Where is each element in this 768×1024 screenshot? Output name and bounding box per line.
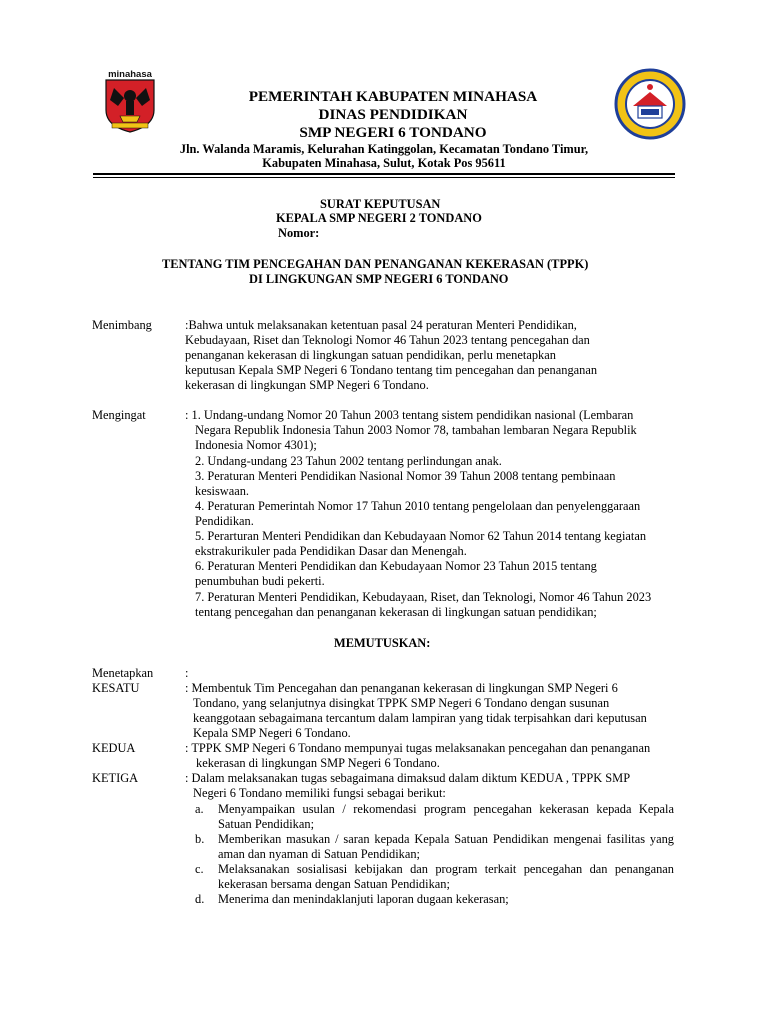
decree-subject-2: DI LINGKUNGAN SMP NEGERI 6 TONDANO [249, 272, 509, 286]
kesatu-line: Kepala SMP Negeri 6 Tondano. [193, 726, 351, 740]
kesatu-line: : Membentuk Tim Pencegahan dan penanganan kekerasan di lingkungan SMP Negeri 6 [185, 681, 618, 695]
ketiga-line: : Dalam melaksanakan tugas sebagaimana dimaksud dalam diktum KEDUA , TPPK SMP [185, 771, 631, 785]
list-item: Menerima dan menindaklanjuti laporan dugaan kekerasan; [218, 892, 509, 906]
minahasa-logo-text: minahasa [108, 69, 152, 80]
header-department: DINAS PENDIDIKAN [318, 106, 468, 123]
decree-number: Nomor: [278, 226, 320, 240]
list-item-marker: d. [195, 892, 205, 906]
header-address-1: Jln. Walanda Maramis, Kelurahan Katinggolan, Kecamatan Tondano Timur, [179, 142, 589, 156]
mengingat-line: penumbuhan budi pekerti. [195, 574, 325, 588]
kesatu-label: KESATU [92, 681, 140, 695]
ketiga-label: KETIGA [92, 771, 139, 785]
mengingat-line: Pendidikan. [195, 514, 254, 528]
ketiga-line: Negeri 6 Tondano memiliki fungsi sebagai berikut: [193, 786, 446, 800]
header-divider-thick [93, 173, 675, 175]
list-item: Memberikan masukan / saran kepada Kepala Satuan Pendidikan mengenai fasilitas yang [218, 832, 674, 846]
header-government: PEMERINTAH KABUPATEN MINAHASA [248, 88, 538, 105]
decree-title: SURAT KEPUTUSAN [320, 197, 441, 211]
menimbang-line: Kebudayaan, Riset dan Teknologi Nomor 46 Tahun 2023 tentang pencegahan dan [185, 333, 590, 347]
list-item: kekerasan bersama dengan Satuan Pendidikan; [218, 877, 450, 891]
mengingat-line: 3. Peraturan Menteri Pendidikan Nasional Nomor 39 Tahun 2008 tentang pembinaan [195, 469, 616, 483]
decree-issuer: KEPALA SMP NEGERI 2 TONDANO [276, 211, 482, 225]
list-item-marker: c. [195, 862, 204, 876]
decree-subject-1: TENTANG TIM PENCEGAHAN DAN PENANGANAN KEKERASAN (TPPK) [162, 257, 589, 271]
kedua-line: kekerasan di lingkungan SMP Negeri 6 Tondano. [196, 756, 440, 770]
header-address-2: Kabupaten Minahasa, Sulut, Kotak Pos 95611 [262, 156, 506, 170]
kedua-line: : TPPK SMP Negeri 6 Tondano mempunyai tugas melaksanakan pencegahan dan penanganan [185, 741, 651, 755]
list-item: aman dan nyaman di Satuan Pendidikan; [218, 847, 420, 861]
mengingat-line: 4. Peraturan Pemerintah Nomor 17 Tahun 2010 tentang pengelolaan dan penyelenggaraan [195, 499, 641, 513]
kesatu-line: keanggotaan sebagaimana tercantum dalam lampiran yang tidak terpisahkan dari keputusan [193, 711, 647, 725]
kesatu-line: Tondano, yang selanjutnya disingkat TPPK SMP Negeri 6 Tondano dengan susunan [193, 696, 610, 710]
list-item: Satuan Pendidikan; [218, 817, 315, 831]
menimbang-line: penanganan kekerasan di lingkungan satuan pendidikan, perlu menetapkan [185, 348, 556, 362]
mengingat-line: ekstrakurikuler pada Pendidikan Dasar dan Menengah. [195, 544, 467, 558]
mengingat-line: kesiswaan. [195, 484, 250, 498]
mengingat-line: Negara Republik Indonesia Tahun 2003 Nomor 78, tambahan lembaran Negara Republik [195, 423, 637, 437]
mengingat-line: : 1. Undang-undang Nomor 20 Tahun 2003 tentang sistem pendidikan nasional (Lembaran [185, 408, 634, 422]
mengingat-line: 2. Undang-undang 23 Tahun 2002 tentang perlindungan anak. [195, 454, 502, 468]
list-item: Menyampaikan usulan / rekomendasi program pencegahan kekerasan kepada Kepala [218, 802, 674, 816]
mengingat-label: Mengingat [92, 408, 146, 422]
list-item: Melaksanakan sosialisasi kebijakan dan program terkait pencegahan dan penanganan [218, 862, 674, 876]
mengingat-line: tentang pencegahan dan penanganan kekerasan di lingkungan satuan pendidikan; [195, 605, 597, 619]
list-item-marker: a. [195, 802, 204, 816]
memutuskan-heading: MEMUTUSKAN: [334, 636, 431, 650]
menimbang-line: :Bahwa untuk melaksanakan ketentuan pasal 24 peraturan Menteri Pendidikan, [185, 318, 577, 332]
menimbang-line: keputusan Kepala SMP Negeri 6 Tondano tentang tim pencegahan dan penanganan [185, 363, 598, 377]
header-divider-thin [93, 177, 675, 178]
mengingat-line: 7. Peraturan Menteri Pendidikan, Kebudayaan, Riset, dan Teknologi, Nomor 46 Tahun 2023 [195, 590, 652, 604]
menetapkan-label: Menetapkan [92, 666, 154, 680]
header-school: SMP NEGERI 6 TONDANO [299, 124, 487, 141]
kedua-label: KEDUA [92, 741, 136, 755]
mengingat-line: 6. Peraturan Menteri Pendidikan dan Kebudayaan Nomor 23 Tahun 2015 tentang [195, 559, 597, 573]
list-item-marker: b. [195, 832, 205, 846]
menimbang-line: kekerasan di lingkungan SMP Negeri 6 Tondano. [185, 378, 429, 392]
menetapkan-colon: : [185, 666, 189, 680]
mengingat-line: Indonesia Nomor 4301); [195, 438, 317, 452]
mengingat-line: 5. Perarturan Menteri Pendidikan dan Kebudayaan Nomor 62 Tahun 2014 tentang kegiatan [195, 529, 647, 543]
menimbang-label: Menimbang [92, 318, 152, 332]
